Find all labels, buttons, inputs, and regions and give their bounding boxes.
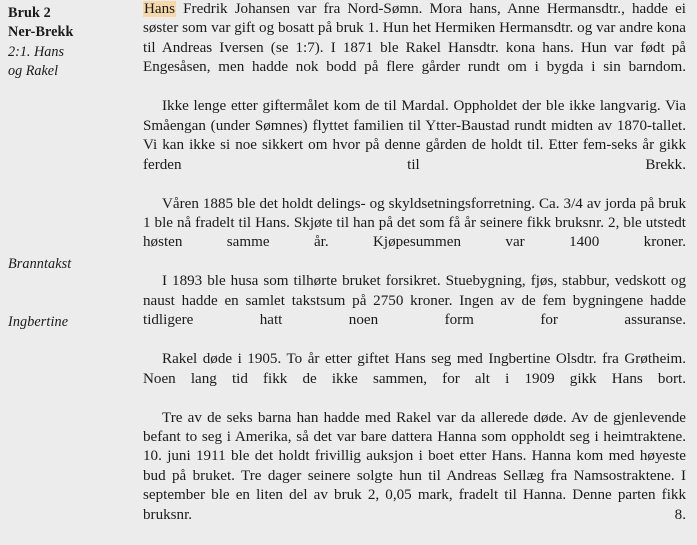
paragraph-2: Ikke lenge etter giftermålet kom de til Mardal. Oppholdet der ble ikke langvarig. Via Småengan (under Sømnes) flyttet familien til Ytter-Baustad rundt midten av 1870-tallet. Vi kan ikke si noe sikkert om hvor på denne gården de holdt til. Etter fem-seks år gikk ferden til Brekk. — [143, 98, 686, 173]
paragraph-6: Tre av de seks barna han hadde med Rakel var da allerede døde. Av de gjenlevende befant to seg i Amerika, så det var bare dattera Hanna som oppholdt seg i heimtraktene. 10. juni 1911 ble det holdt frivillig auksjon i boet etter Hans. Hanna kom med høyeste bud på bruket. Tre dager seinere solgte hun til Andreas Sellæg fra Namsostraktene. I september ble en liten del av bruk 2, 0,05 mark, fradelt til Hanna. Denne parten fikk bruksnr. 8. — [143, 409, 686, 523]
paragraph-5: Rakel døde i 1905. To år etter giftet Hans seg med Ingbertine Olsdtr. fra Grøtheim. Noen lang tid fikk de ikke sammen, for alt i 1909 gikk Hans bort. — [143, 351, 686, 387]
margin-column — [8, 0, 136, 489]
margin-heading-line-2: Ner-Brekk — [8, 24, 74, 41]
paragraph-4: I 1893 ble husa som tilhørte bruket forsikret. Stuebygning, fjøs, stabbur, vedskott og naust hadde en samlet takstsum på 2750 kroner. Ingen av de fem bygningene hadde tidligere hatt noen form for assuranse. — [143, 273, 686, 329]
paragraph-1-text: Fredrik Johansen var fra Nord-Sømn. Mora hans, Anne Hermansdtr., hadde ei søster som var gift og bosatt på bruk 1. Hun het Hermiken Hermansdtr. og var andre kona til Andreas Iversen (se 1:7). I 1871 ble Rakel Hansdtr. kona hans. Hun var født på Engesåsen, men hadde nok bodd på flere gårder rundt om i bygda i sin barndom. — [143, 1, 686, 76]
margin-heading-line-1: Bruk 2 — [8, 5, 51, 21]
margin-heading-line-4: og Rakel — [8, 63, 59, 80]
margin-heading — [8, 4, 136, 82]
margin-heading-line-3: 2:1. Hans — [8, 43, 64, 60]
paragraph-1 — [143, 0, 686, 97]
margin-note-ingbertine: Ingbertine — [8, 314, 69, 330]
paragraph-3: Våren 1885 ble det holdt delings- og skyldsetningsforretning. Ca. 3/4 av jorda på bruk 1 ble nå fradelt til Hans. Skjøte til han på det som få år seinere fikk bruksnr. 2, ble utstedt høsten samme år. Kjøpesummen var 1400 kroner. — [143, 195, 686, 251]
highlighted-term: Hans — [144, 1, 176, 17]
body-text-column — [143, 0, 686, 545]
margin-note-branntakst: Branntakst — [8, 256, 72, 272]
